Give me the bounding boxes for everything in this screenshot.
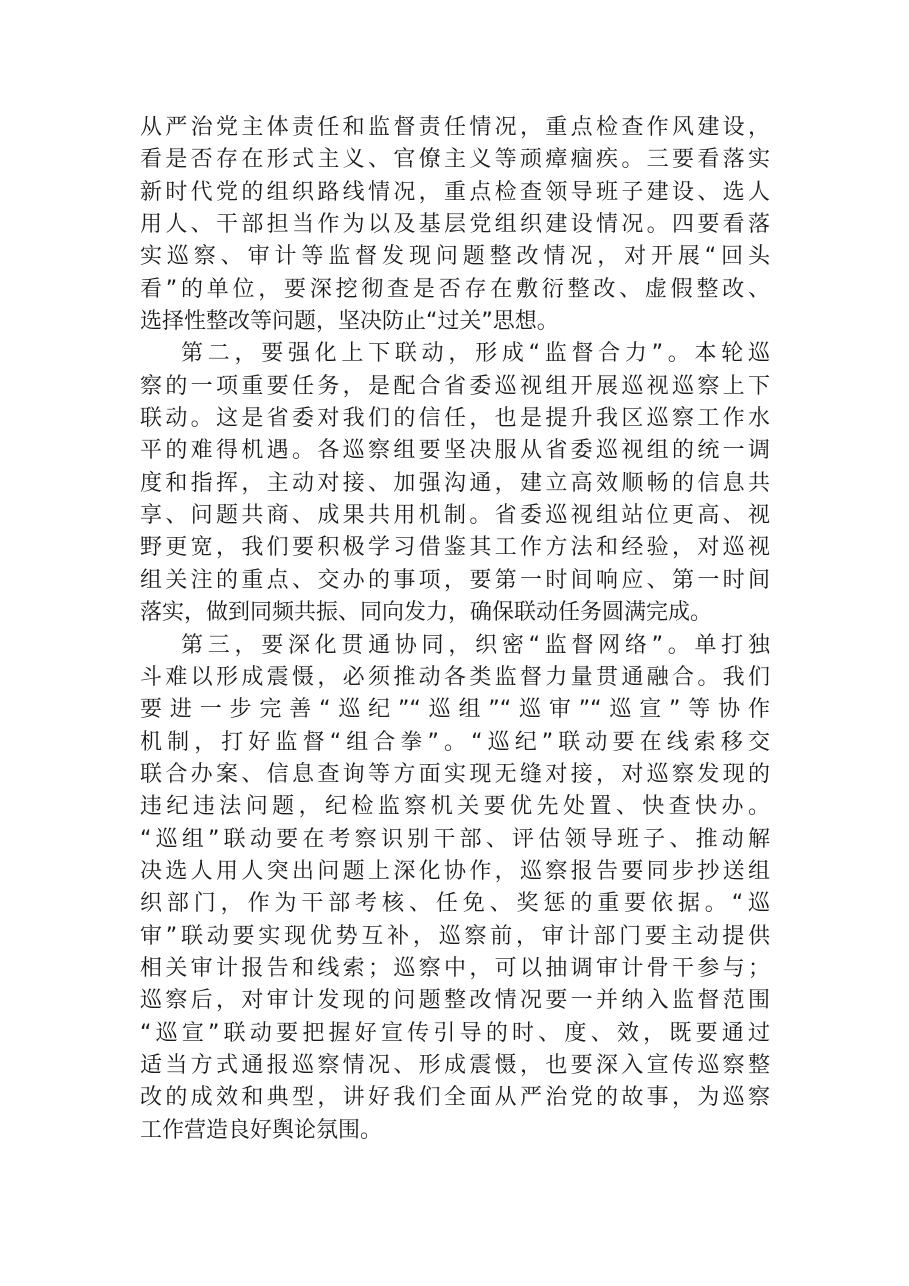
text-line: 斗难以形成震慑，必须推动各类监督力量贯通融合。我们 <box>140 664 770 690</box>
text-line: 享、问题共商、成果共用机制。省委巡视组站位更高、视 <box>140 503 770 529</box>
text-line: 联动。这是省委对我们的信任，也是提升我区巡察工作水 <box>140 406 770 432</box>
text-line: 实巡察、审计等监督发现问题整改情况，对开展“回头 <box>140 244 770 270</box>
text-line: 织部门，作为干部考核、任免、奖惩的重要依据。“巡 <box>140 891 770 917</box>
text-line: 从严治党主体责任和监督责任情况，重点检查作风建设， <box>140 115 770 140</box>
text-line: 落实，做到同频共振、同向发力，确保联动任务圆满完成。 <box>140 600 713 626</box>
text-line: 相关审计报告和线索；巡察中，可以抽调审计骨干参与； <box>140 955 770 981</box>
text-line: 工作营造良好舆论氛围。 <box>140 1117 383 1143</box>
paragraph-3-first-line: 第三，要深化贯通协同，织密“监督网络”。单打独 <box>181 632 770 658</box>
text-line: 平的难得机遇。各巡察组要坚决服从省委巡视组的统一调 <box>140 438 770 464</box>
text-line: 决选人用人突出问题上深化协作，巡察报告要同步抄送组 <box>140 858 770 884</box>
text-line: 违纪违法问题，纪检监察机关要优先处置、快查快办。 <box>140 794 770 820</box>
text-line: 用人、干部担当作为以及基层党组织建设情况。四要看落 <box>140 212 770 238</box>
body-text <box>140 112 770 1147</box>
text-line: 组关注的重点、交办的事项，要第一时间响应、第一时间 <box>140 567 770 593</box>
text-line: 审”联动要实现优势互补，巡察前，审计部门要主动提供 <box>140 923 770 949</box>
text-line: “巡组”联动要在考察识别干部、评估领导班子、推动解 <box>140 826 770 852</box>
text-line: 要进一步完善“巡纪”“巡组”“巡审”“巡宣”等协作 <box>140 697 770 723</box>
text-line: 选择性整改等问题，坚决防止“过关”思想。 <box>140 309 559 335</box>
text-line: 联合办案、信息查询等方面实现无缝对接，对巡察发现的 <box>140 761 770 787</box>
paragraph-2-first-line: 第二，要强化上下联动，形成“监督合力”。本轮巡 <box>181 341 770 367</box>
text-line: 野更宽，我们要积极学习借鉴其工作方法和经验，对巡视 <box>140 535 770 561</box>
text-line: 新时代党的组织路线情况，重点检查领导班子建设、选人 <box>140 179 770 205</box>
text-line: 适当方式通报巡察情况、形成震慑，也要深入宣传巡察整 <box>140 1052 770 1078</box>
text-line: “巡宣”联动要把握好宣传引导的时、度、效，既要通过 <box>140 1020 770 1046</box>
text-line: 察的一项重要任务，是配合省委巡视组开展巡视巡察上下 <box>140 373 770 399</box>
text-line: 看”的单位，要深挖彻查是否存在敷衍整改、虚假整改、 <box>140 276 770 302</box>
text-line: 改的成效和典型，讲好我们全面从严治党的故事，为巡察 <box>140 1085 770 1111</box>
text-line: 机制，打好监督“组合拳”。“巡纪”联动要在线索移交 <box>140 729 770 755</box>
text-line: 度和指挥，主动对接、加强沟通，建立高效顺畅的信息共 <box>140 470 770 496</box>
text-line: 看是否存在形式主义、官僚主义等顽瘴痼疾。三要看落实 <box>140 147 770 173</box>
text-line: 巡察后，对审计发现的问题整改情况要一并纳入监督范围 <box>140 988 770 1014</box>
